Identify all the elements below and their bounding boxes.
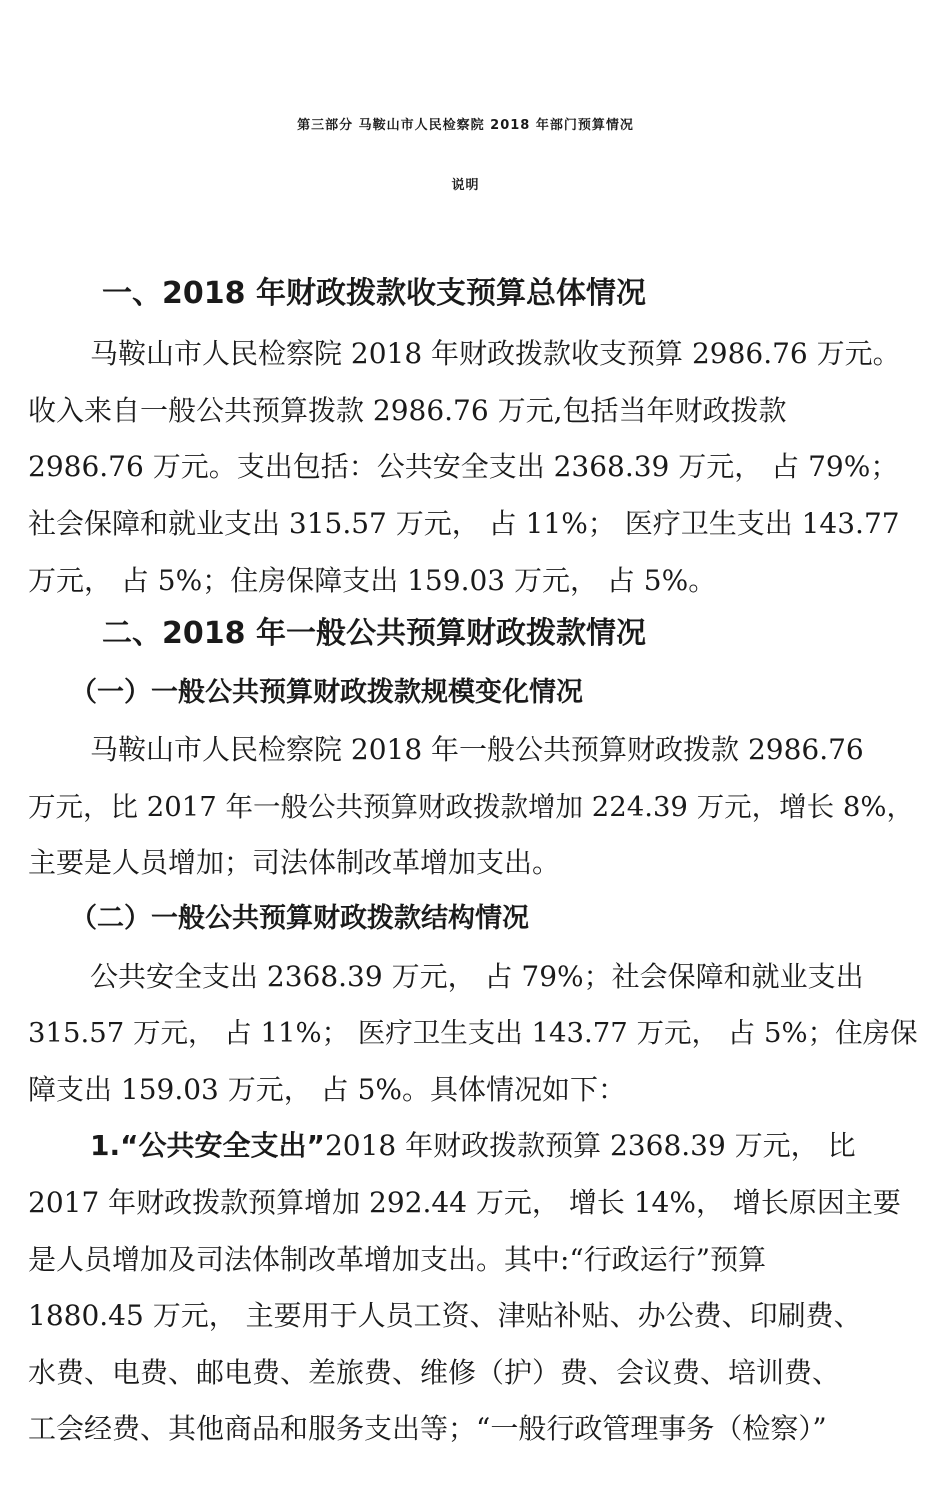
paragraph-line: 主要是人员增加；司法体制改革增加支出。	[28, 846, 561, 879]
paragraph-line: 2017 年财政拨款预算增加 292.44 万元， 增长 14%， 增长原因主要	[28, 1186, 901, 1219]
subsection-1-heading: （一）一般公共预算财政拨款规模变化情况	[70, 677, 583, 708]
paragraph-line: 万元，比 2017 年一般公共预算财政拨款增加 224.39 万元，增长 8%，	[28, 791, 915, 823]
paragraph-line: 社会保障和就业支出 315.57 万元， 占 11%； 医疗卫生支出 143.77	[28, 507, 900, 540]
paragraph-line: 马鞍山市人民检察院 2018 年一般公共预算财政拨款 2986.76	[90, 733, 864, 766]
section-1-heading: 一、2018 年财政拨款收支预算总体情况	[102, 276, 646, 311]
document-title-line-2: 说明	[451, 178, 480, 193]
document-title-line-1: 第三部分 马鞍山市人民检察院 2018 年部门预算情况	[297, 118, 634, 133]
paragraph-line: 是人员增加及司法体制改革增加支出。其中:“行政运行”预算	[28, 1243, 767, 1276]
paragraph-line: 万元， 占 5%；住房保障支出 159.03 万元， 占 5%。	[28, 564, 717, 597]
paragraph-line: 1880.45 万元， 主要用于人员工资、津贴补贴、办公费、印刷费、	[28, 1299, 862, 1332]
paragraph-line: 马鞍山市人民检察院 2018 年财政拨款收支预算 2986.76 万元。	[90, 337, 901, 370]
item-1-first-line	[90, 1126, 856, 1166]
paragraph-line: 公共安全支出 2368.39 万元， 占 79%；社会保障和就业支出	[90, 960, 864, 993]
paragraph-line: 收入来自一般公共预算拨款 2986.76 万元,包括当年财政拨款	[28, 394, 787, 427]
section-2-heading: 二、2018 年一般公共预算财政拨款情况	[102, 616, 646, 651]
paragraph-line: 工会经费、其他商品和服务支出等；“一般行政管理事务（检察）”	[28, 1412, 827, 1445]
paragraph-line: 2986.76 万元。支出包括：公共安全支出 2368.39 万元， 占 79%；	[28, 450, 899, 483]
subsection-2-heading: （二）一般公共预算财政拨款结构情况	[70, 903, 529, 934]
paragraph-line: 障支出 159.03 万元， 占 5%。具体情况如下：	[28, 1073, 626, 1106]
item-1-first-line-text: 2018 年财政拨款预算 2368.39 万元， 比	[324, 1129, 856, 1162]
item-1-label: 1.“公共安全支出”	[90, 1129, 325, 1162]
paragraph-line: 水费、电费、邮电费、差旅费、维修（护）费、会议费、培训费、	[28, 1356, 841, 1389]
paragraph-line: 315.57 万元， 占 11%； 医疗卫生支出 143.77 万元， 占 5%；住房保	[28, 1017, 918, 1049]
